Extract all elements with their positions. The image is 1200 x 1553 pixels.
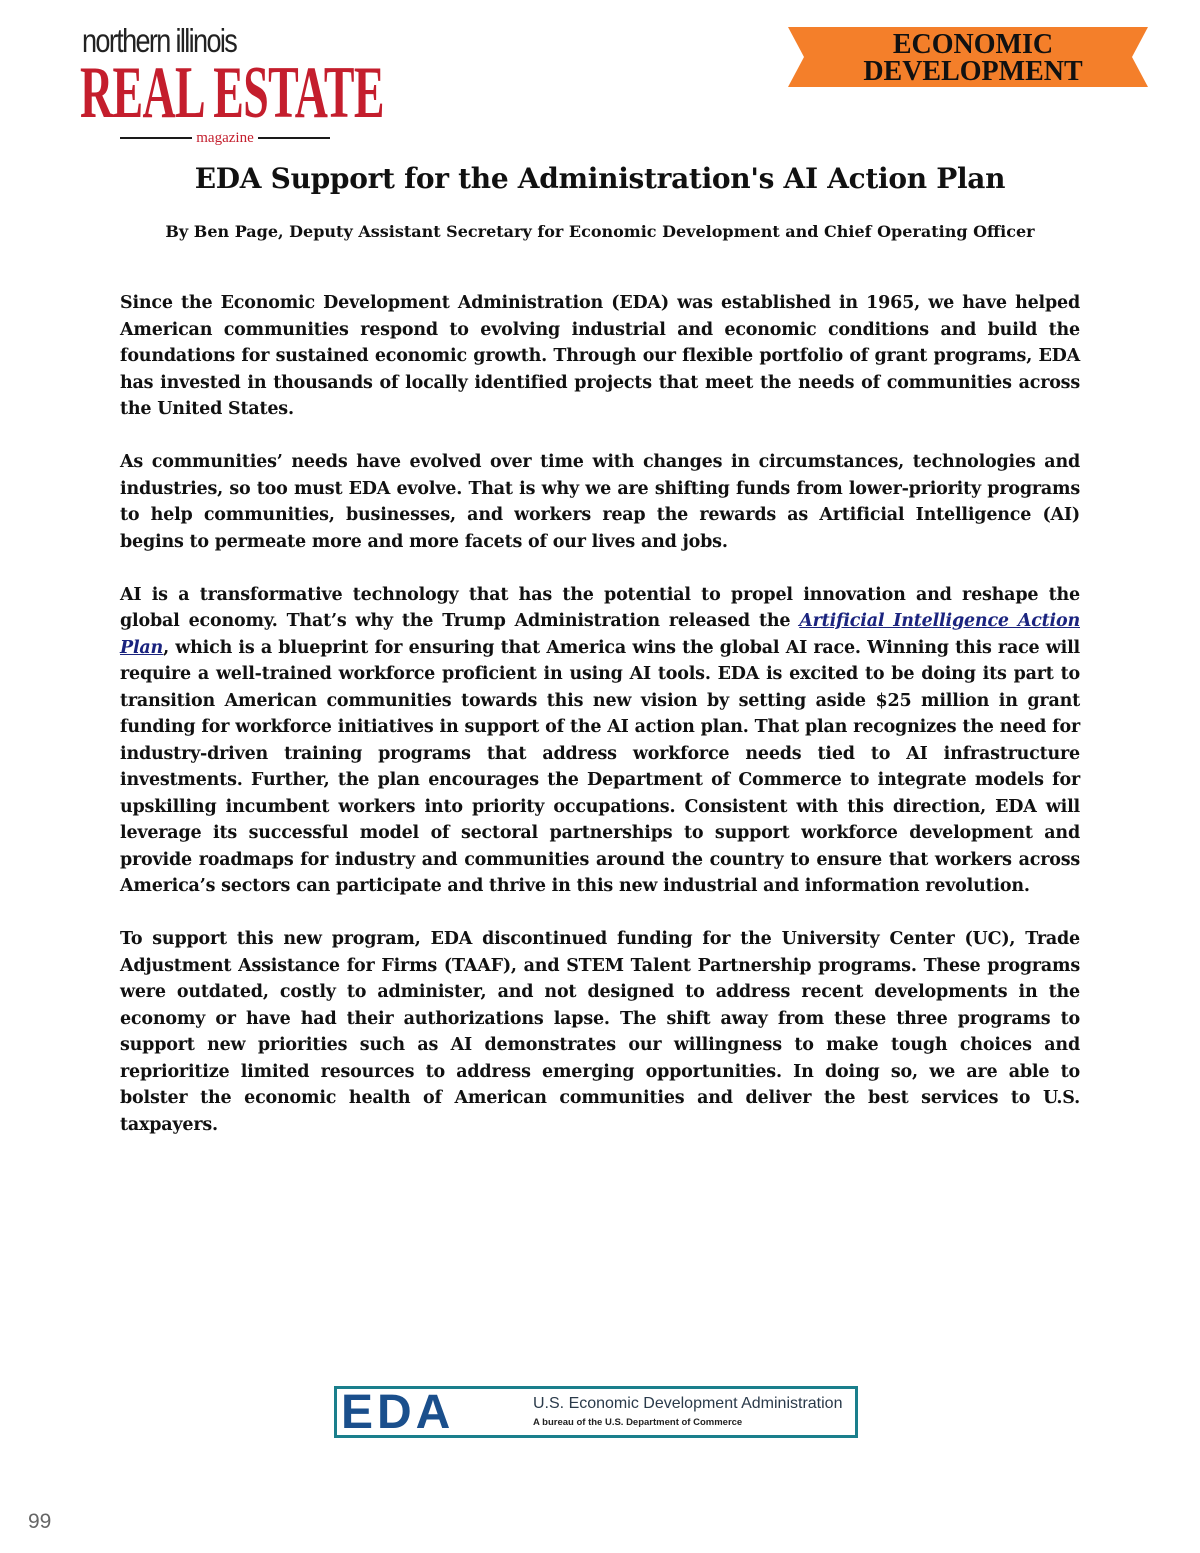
logo-sub xyxy=(120,130,330,146)
paragraph-3-rest: , which is a blueprint for ensuring that America wins the global AI race. Winning this race will require a well-trained workforce proficient in using AI tools. EDA is excited to be doing its part to transition American communities towards this new vision by setting aside $25 million in grant funding for workforce initiatives in support of the AI action plan. That plan recognizes the need for industry-driven training programs that address workforce needs tied to AI infrastructure investments. Further, the plan encourages the Department of Commerce to integrate models for upskilling incumbent workers into priority occupations. Consistent with this direction, EDA will leverage its successful model of sectoral partnerships to support workforce development and provide roadmaps for industry and communities around the country to ensure that workers across America’s sectors can participate and thrive in this new industrial and information revolution. xyxy=(120,637,1080,896)
eda-logo-name: U.S. Economic Development Administration xyxy=(533,1395,843,1412)
article-title: EDA Support for the Administration's AI Action Plan xyxy=(194,162,1006,195)
paragraph-4: To support this new program, EDA discontinued funding for the University Center (UC), Trade Adjustment Assistance for Firms (TAAF), and STEM Talent Partnership programs. These programs were outdated, costly to administer, and not designed to address recent developments in the economy or have had their authorizations lapse. The shift away from these three programs to support new priorities such as AI demonstrates our willingness to make tough choices and reprioritize limited resources to address emerging opportunities. In doing so, we are able to bolster the economic health of American communities and deliver the best services to U.S. taxpayers. xyxy=(120,929,1080,1135)
article-byline: By Ben Page, Deputy Assistant Secretary for Economic Development and Chief Operating Officer xyxy=(165,222,1035,241)
article-body xyxy=(120,290,1080,1165)
eda-mark-text: EDA xyxy=(341,1386,455,1439)
banner-line-2: DEVELOPMENT xyxy=(863,56,1083,87)
magazine-logo xyxy=(80,22,384,146)
logo-rule-left xyxy=(120,137,192,139)
section-banner xyxy=(788,27,1148,87)
paragraph-1: Since the Economic Development Administration (EDA) was established in 1965, we have helped American communities respond to evolving industrial and economic conditions and build the foundations for sustained economic growth. Through our flexible portfolio of grant programs, EDA has invested in thousands of locally identified projects that meet the needs of communities across the United States. xyxy=(120,293,1080,419)
banner-label xyxy=(828,31,1118,85)
logo-rule-right xyxy=(258,137,330,139)
eda-logo-tagline: A bureau of the U.S. Department of Commerce xyxy=(533,1417,743,1428)
logo-sub-text: magazine xyxy=(196,129,254,146)
eda-logo xyxy=(334,1386,858,1438)
paragraph-3 xyxy=(120,582,1080,900)
ai-action-plan-link[interactable]: Artificial Intelligence Action Plan xyxy=(120,611,1080,658)
page-number: 99 xyxy=(28,1510,52,1533)
banner-line-1: ECONOMIC xyxy=(892,29,1054,60)
logo-top-text: northern illinois xyxy=(82,22,237,59)
paragraph-3-lead: AI is a transformative technology that has the potential to propel innovation and reshape the global economy. That’s why the Trump Administration released the xyxy=(120,584,1080,631)
paragraph-2: As communities’ needs have evolved over time with changes in circumstances, technologies and industries, so too must EDA evolve. That is why we are shifting funds from lower-priority programs to help communities, businesses, and workers reap the rewards as Artificial Intelligence (AI) begins to permeate more and more facets of our lives and jobs. xyxy=(120,452,1080,552)
logo-main-text: REAL ESTATE xyxy=(80,52,384,134)
eda-logo-mark xyxy=(341,1386,455,1439)
